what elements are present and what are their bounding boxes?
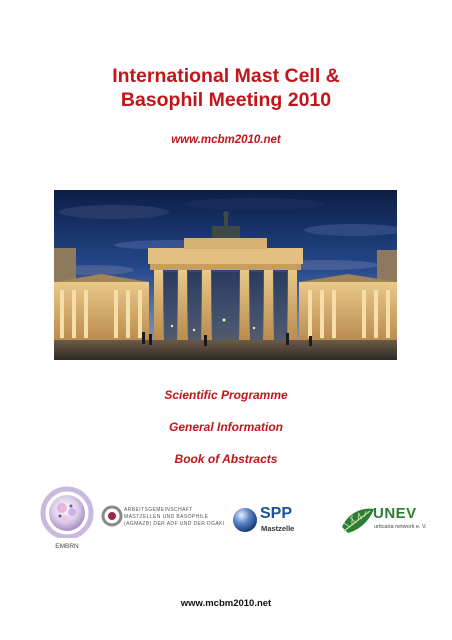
spp-logo [232,505,302,537]
spp-title: SPP [260,505,293,522]
unev-title: UNEV [373,505,417,522]
contents-item-book-of-abstracts: Book of Abstracts [174,452,278,466]
brandenburg-gate-illustration [54,190,397,360]
arbeitsgemeinschaft-line-3: (AGMAZB) DER ADF UND DER DGAKI [124,521,225,527]
ring-logo-icon [101,505,123,527]
arbeitsgemeinschaft-line-1: ARBEITSGEMEINSCHAFT [124,507,193,513]
unev-subtitle: urticaria network e. V. [374,524,427,530]
website-url[interactable]: www.mcbm2010.net [171,134,281,146]
brandenburg-gate-photo [54,190,397,360]
sphere-logo-icon [232,507,258,533]
ring-logo [101,505,123,527]
unev-logo [340,503,427,539]
arbeitsgemeinschaft-text [124,507,225,528]
contents-item-scientific-programme: Scientific Programme [164,388,288,402]
embrn-logo [38,486,96,550]
embrn-label: EMBRN [55,543,79,550]
footer-url[interactable]: www.mcbm2010.net [180,598,272,609]
spp-subtitle: Mastzelle [261,524,295,533]
title-line-2: Basophil Meeting 2010 [120,89,332,111]
arbeitsgemeinschaft-line-2: MASTZELLEN UND BASOPHILE [124,514,209,520]
title-line-1: International Mast Cell & [112,65,340,87]
contents-item-general-information: General Information [168,420,284,434]
embrn-logo-icon [38,486,96,538]
document-title [0,64,452,112]
nettle-leaf-icon [340,505,376,537]
